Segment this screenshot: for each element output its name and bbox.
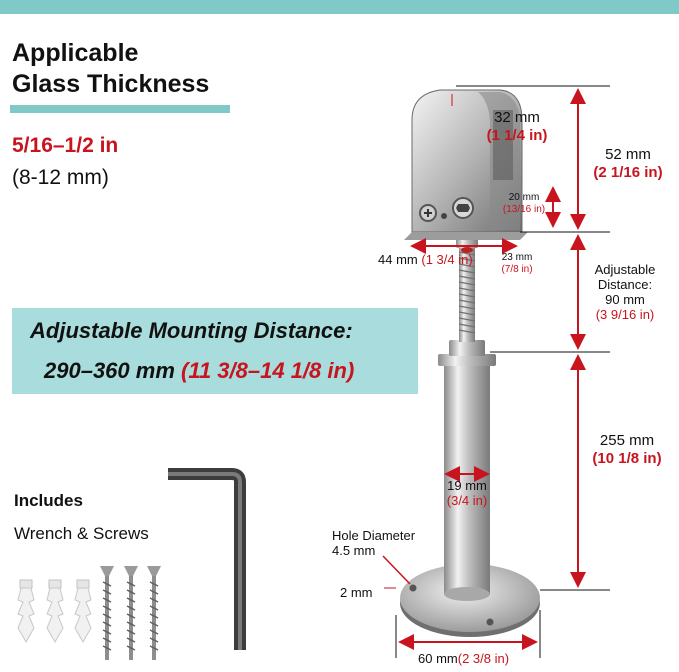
- clamp-height-label: [582, 146, 674, 182]
- clamp-length-in: (1 3/4 in): [421, 252, 473, 267]
- post-height-in: (10 1/8 in): [592, 450, 662, 467]
- adjustable-line-2: Distance:: [597, 277, 653, 292]
- includes-subtitle: Wrench & Screws: [14, 524, 149, 543]
- support-post: [438, 340, 496, 601]
- base-diameter-label: [418, 651, 509, 666]
- clamp-width-mm: 32 mm: [494, 109, 540, 126]
- base-thickness-label: 2 mm: [340, 585, 373, 600]
- post-diameter-label: [440, 478, 494, 508]
- mounting-range-in: (11 3/8–14 1/8 in): [181, 358, 355, 383]
- adjustable-line-1: Adjustable: [594, 262, 656, 277]
- post-diameter-mm: 19 mm: [447, 478, 487, 493]
- clamp-length-label: [378, 252, 473, 267]
- clamp-depth-in: (7/8 in): [501, 264, 533, 275]
- glass-thickness-inches: 5/16–1/2 in: [12, 134, 119, 157]
- wall-anchor-icon: [18, 580, 91, 642]
- clamp-width-in: (1 1/4 in): [486, 127, 548, 144]
- mounting-range-mm: 290–360 mm: [44, 358, 175, 383]
- base-diameter-in: (2 3/8 in): [457, 651, 510, 666]
- heading-line-1: Applicable: [12, 39, 139, 67]
- glass-thickness-mm: (8-12 mm): [12, 166, 109, 189]
- adjustable-mm: 90 mm: [605, 292, 645, 307]
- clamp-height-mm: 52 mm: [605, 146, 651, 163]
- clamp-depth-mm: 23 mm: [501, 252, 533, 263]
- base-diameter-mm: 60 mm: [418, 651, 458, 666]
- post-height-label: [580, 432, 674, 468]
- heading-line-2: Glass Thickness: [12, 70, 210, 98]
- clamp-depth-label: [494, 252, 540, 276]
- bolt-spacing-label: [496, 192, 552, 216]
- post-height-mm: 255 mm: [599, 432, 655, 449]
- adjustable-in: (3 9/16 in): [595, 307, 655, 322]
- includes-title: Includes: [14, 491, 83, 510]
- hole-diameter-mm: 4.5 mm: [332, 543, 376, 558]
- screw-icon: [100, 566, 161, 660]
- clamp-length-mm: 44 mm: [378, 252, 418, 267]
- allen-wrench-icon: [168, 474, 240, 650]
- hole-diameter-label: [332, 528, 415, 558]
- post-diameter-in: (3/4 in): [446, 493, 488, 508]
- bolt-spacing-mm: 20 mm: [508, 192, 540, 203]
- bolt-spacing-in: (13/16 in): [502, 204, 546, 215]
- adjustable-distance-label: [580, 262, 670, 322]
- hole-diameter-title: Hole Diameter: [332, 528, 416, 543]
- clamp-width-label: [480, 109, 554, 145]
- clamp-height-in: (2 1/16 in): [593, 164, 663, 181]
- mounting-distance-title: Adjustable Mounting Distance:: [30, 318, 353, 343]
